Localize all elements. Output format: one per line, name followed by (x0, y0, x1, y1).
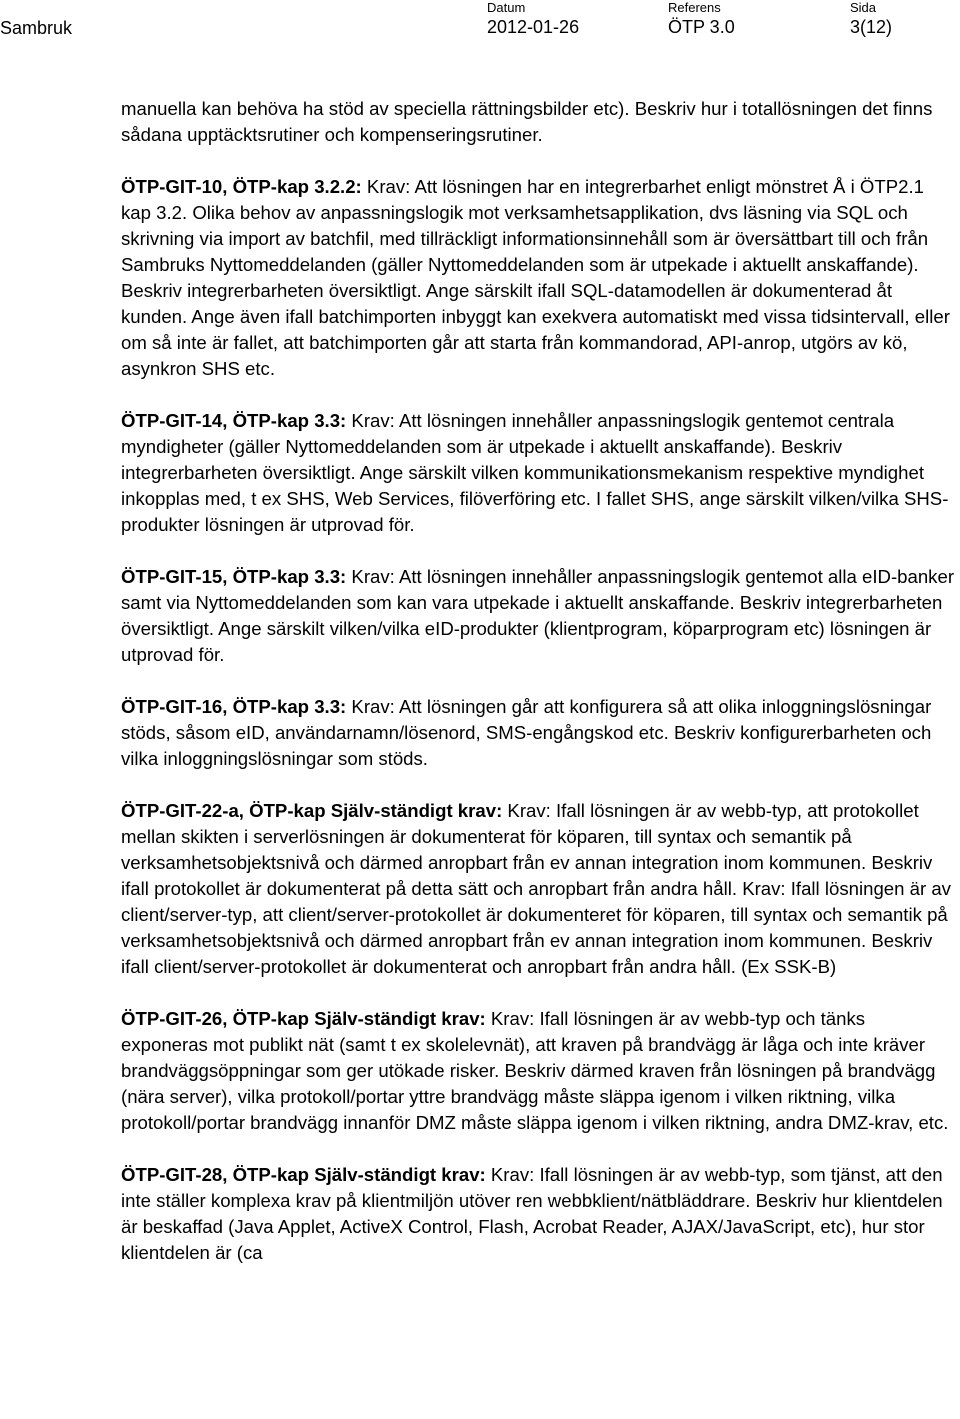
requirement-heading: ÖTP-GIT-22-a, ÖTP-kap Själv-ständigt krav: (121, 800, 503, 821)
reference-value: ÖTP 3.0 (668, 17, 735, 37)
requirement-git-16 (121, 694, 957, 772)
requirement-text: Krav: Att lösningen går att konfigurera så att olika inloggningslösningar stöds, såsom eID, användarnamn/lösenord, SMS-engångskod etc. Beskriv konfigurerbarheten och vilka inloggningslösningar som stöds. (121, 696, 932, 769)
requirement-git-15 (121, 564, 957, 668)
requirement-text: Krav: Att lösningen innehåller anpassningslogik gentemot centrala myndigheter (gäller Nyttomeddelanden som är utpekade i aktuellt anskaffande). Beskriv integrerbarheten översiktligt. Ange särskilt vilken kommunikationsmekanism respektive myndighet inkopplas med, t ex SHS, Web Services, filöverföring etc. I fallet SHS, ange särskilt vilken/vilka SHS-produkter lösningen är utprovad för. (121, 410, 949, 535)
requirement-heading: ÖTP-GIT-10, ÖTP-kap 3.2.2: (121, 176, 362, 197)
requirement-git-14 (121, 408, 957, 538)
requirement-heading: ÖTP-GIT-26, ÖTP-kap Själv-ständigt krav: (121, 1008, 486, 1029)
date-label: Datum (487, 0, 526, 15)
header-brand: Sambruk (0, 18, 73, 38)
requirement-heading: ÖTP-GIT-15, ÖTP-kap 3.3: (121, 566, 347, 587)
requirement-text: Krav: Ifall lösningen är av webb-typ och tänks exponeras mot publikt nät (samt t ex skolelevnät), att kraven på brandvägg är låga och inte kräver brandväggsöppningar som ger utökade risker. Beskriv därmed kraven från lösningen på brandvägg (nära server), vilka protokoll/portar yttre brandvägg måste släppa igenom i vilken riktning, vilka protokoll/portar brandvägg innanför DMZ måste släppa igenom i vilken riktning, andra DMZ-krav, etc. (121, 1008, 949, 1133)
requirement-heading: ÖTP-GIT-14, ÖTP-kap 3.3: (121, 410, 347, 431)
requirement-git-28 (121, 1162, 957, 1266)
header-reference (668, 0, 735, 38)
page-number: 3(12) (850, 17, 893, 37)
header-page (850, 0, 892, 38)
paragraph-text: manuella kan behöva ha stöd av speciella rättningsbilder etc). Beskriv hur i totallösningen det finns sådana upptäcktsrutiner och kompenseringsrutiner. (121, 98, 933, 145)
document-body (121, 96, 957, 1292)
requirement-text: Krav: Att lösningen innehåller anpassningslogik gentemot alla eID-banker samt via Nyttomeddelanden som kan vara utpekade i aktuellt anskaffande. Beskriv integrerbarheten översiktligt. Ange särskilt vilken/vilka eID-produkter (klientprogram, köparprogram etc) lösningen är utprovad för. (121, 566, 955, 665)
requirement-text: Krav: Att lösningen har en integrerbarhet enligt mönstret Å i ÖTP2.1 kap 3.2. Olika behov av anpassningslogik mot verksamhetsapplikation, dvs läsning via SQL och skrivning via import av batchfil, med tillräckligt informationsinnehåll som är översättbart till och från Sambruks Nyttomeddelanden (gäller Nyttomeddelanden som är utpekade i aktuellt anskaffande). Beskriv integrerbarheten översiktligt. Ange särskilt ifall SQL-datamodellen är dokumenterad åt kunden. Ange även ifall batchimporten inbyggt kan exekvera automatiskt med vissa tidsintervall, eller om så inte är fallet, att batchimporten går att starta från kommandorad, API-anrop, utgörs av kö, asynkron SHS etc. (121, 176, 950, 379)
date-value: 2012-01-26 (487, 17, 580, 37)
requirement-git-10 (121, 174, 957, 382)
header-date (487, 0, 579, 38)
paragraph-intro (121, 96, 957, 148)
requirement-text: Krav: Ifall lösningen är av webb-typ, att protokollet mellan skikten i serverlösningen är dokumenterat för köparen, till syntax och semantik på verksamhetsobjektsnivå och därmed anropbart från ev annan integration inom kommunen. Beskriv ifall protokollet är dokumenterat på detta sätt och anropbart från andra håll. Krav: Ifall lösningen är av client/server-typ, att client/server-protokollet är dokumenteret för köparen, till syntax och semantik på verksamhetsobjektsnivå och därmed anropbart från ev annan integration inom kommunen. Beskriv ifall client/server-protokollet är dokumenterat och anropbart från andra håll. (Ex SSK-B) (121, 800, 951, 977)
requirement-heading: ÖTP-GIT-28, ÖTP-kap Själv-ständigt krav: (121, 1164, 486, 1185)
page-label: Sida (850, 0, 877, 15)
requirement-heading: ÖTP-GIT-16, ÖTP-kap 3.3: (121, 696, 347, 717)
requirement-git-22a (121, 798, 957, 980)
requirement-text: Krav: Ifall lösningen är av webb-typ, som tjänst, att den inte ställer komplexa krav på klientmiljön utöver ren webbklient/nätbläddrare. Beskriv hur klientdelen är beskaffad (Java Applet, ActiveX Control, Flash, Acrobat Reader, AJAX/JavaScript, etc), hur stor klientdelen är (ca (121, 1164, 943, 1263)
requirement-git-26 (121, 1006, 957, 1136)
reference-label: Referens (668, 0, 721, 15)
